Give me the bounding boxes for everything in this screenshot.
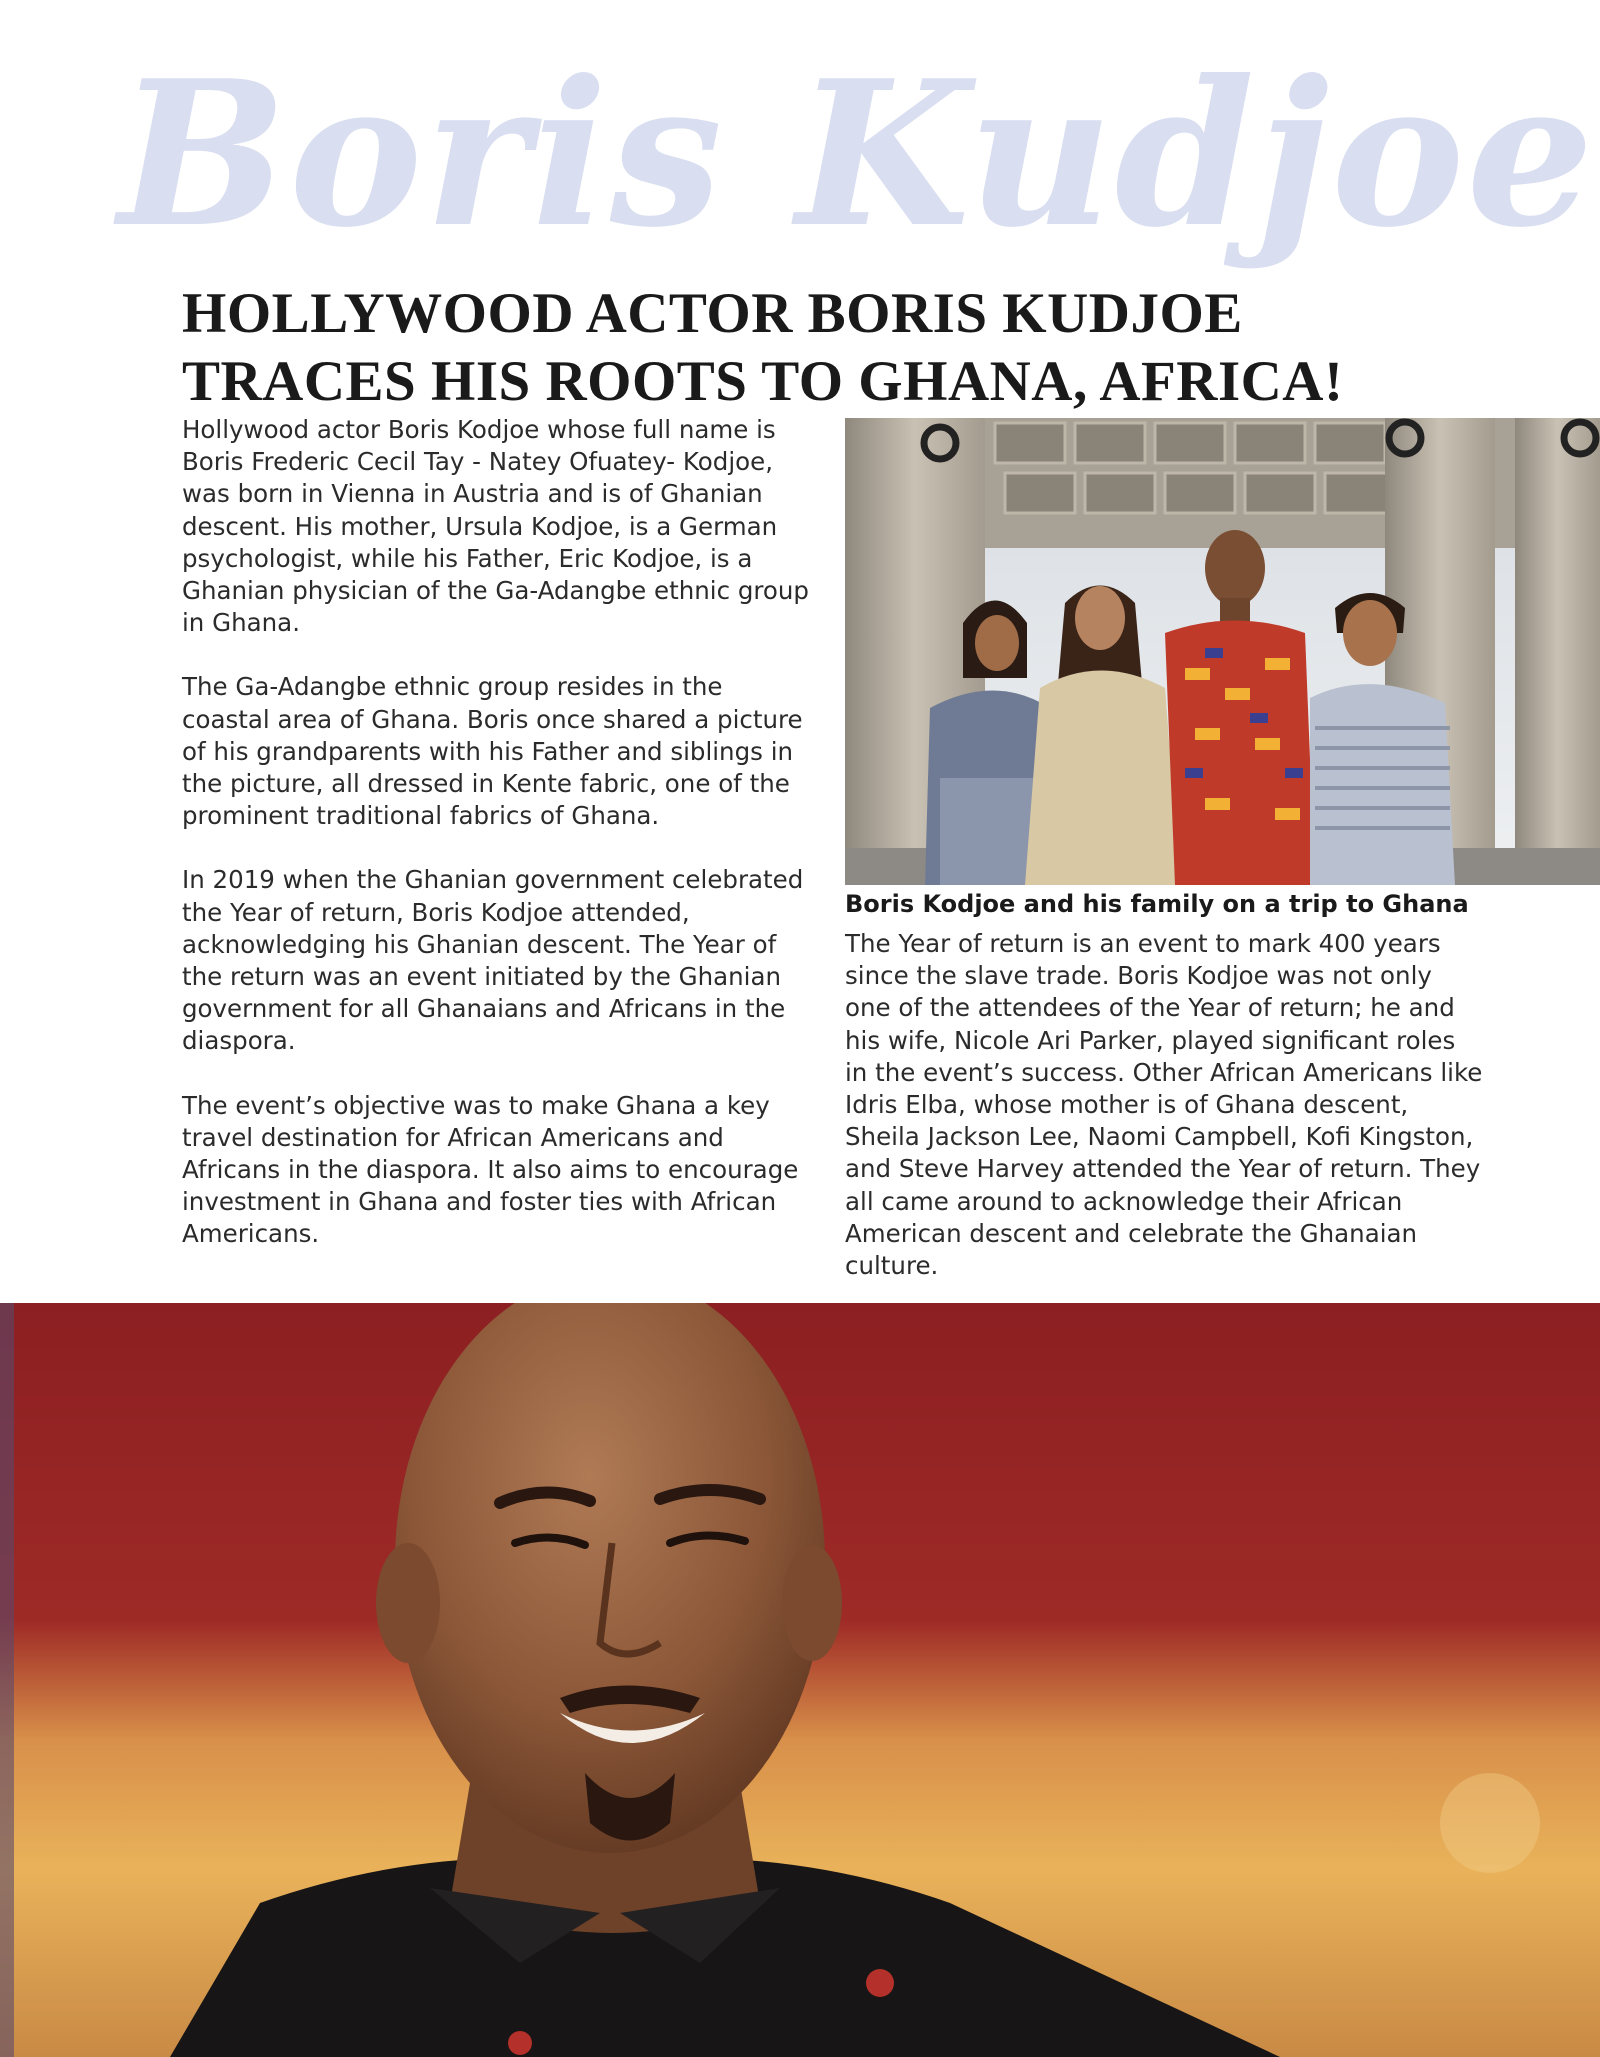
headline-line-1: HOLLYWOOD ACTOR BORIS KUDJOE — [182, 282, 1243, 345]
right-column-paragraph: The Year of return is an event to mark 400 years since the slave trade. Boris Kodjoe was not only one of the attendees of the Year of return; he and his wife, Nicole Ari Parker, played significant roles in the event’s success. Other African Americans like Idris Elba, whose mother is of Ghana descent, Sheila Jackson Lee, Naomi Campbell, Kofi Kingston, and Steve Harvey attended the Year of return. They all came around to acknowledge their African American descent and celebrate the Ghanaian culture. — [845, 929, 1483, 1281]
family-photo — [845, 418, 1600, 885]
left-column — [182, 414, 812, 1283]
headline-line-2: TRACES HIS ROOTS TO GHANA, AFRICA! — [182, 350, 1344, 413]
portrait-photo — [0, 1303, 1600, 2057]
photo-caption: Boris Kodjoe and his family on a trip to Ghana — [845, 890, 1469, 918]
body-paragraph: The event’s objective was to make Ghana a key travel destination for African Americans and Africans in the diaspora. It also aims to encourage investment in Ghana and foster ties with African Americans. — [182, 1090, 799, 1249]
watermark-title: Boris Kudjoe — [118, 37, 1596, 272]
body-paragraph: The Ga-Adangbe ethnic group resides in the coastal area of Ghana. Boris once shared a picture of his grandparents with his Father and siblings in the picture, all dressed in Kente fabric, one of the prominent traditional fabrics of Ghana. — [182, 672, 803, 831]
body-paragraph: In 2019 when the Ghanian government celebrated the Year of return, Boris Kodjoe attended, acknowledging his Ghanian descent. The Year of the return was an event initiated by the Ghanian government for all Ghanaians and Africans in the diaspora. — [182, 865, 804, 1056]
body-paragraph: Hollywood actor Boris Kodjoe whose full name is Boris Frederic Cecil Tay - Natey Ofuatey- Kodjoe, was born in Vienna in Austria and is of Ghanian descent. His mother, Ursula Kodjoe, is a German psychologist, while his Father, Eric Kodjoe, is a Ghanian physician of the Ga-Adangbe ethnic group in Ghana. — [182, 415, 809, 638]
article-headline — [182, 280, 1482, 416]
